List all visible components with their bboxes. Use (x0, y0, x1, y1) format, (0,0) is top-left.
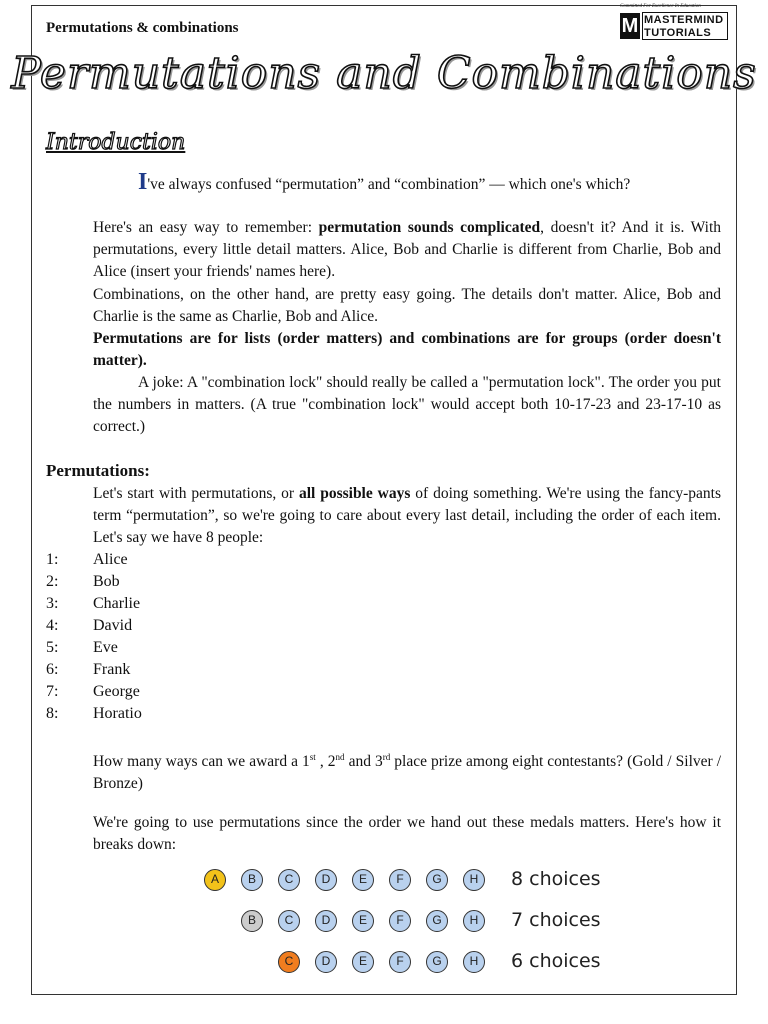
list-item-number: 4: (46, 617, 59, 634)
medal-candidate-b: B (241, 869, 263, 891)
intro-paragraph-4: Permutations are for lists (order matters) and combinations are for groups (order doesn't matter). (93, 330, 721, 369)
list-item-number: 7: (46, 683, 59, 700)
list-item-number: 3: (46, 595, 59, 612)
choices-label: 8 choices (511, 868, 601, 890)
list-item-name: Horatio (93, 705, 142, 722)
intro-heading: Introduction (46, 130, 186, 155)
list-item-number: 2: (46, 573, 59, 590)
medal-candidate-g: G (426, 951, 448, 973)
header-subject: Permutations & combinations (46, 20, 239, 36)
list-item-name: Charlie (93, 595, 141, 612)
permutations-heading: Permutations: (46, 461, 150, 480)
medal-candidate-f: F (389, 910, 411, 932)
medal-candidate-g: G (426, 869, 448, 891)
medal-candidate-c: C (278, 951, 300, 973)
perm-p1-bold: all possible ways (298, 485, 411, 502)
perm-p1-a: Let's start with permutations, or (93, 485, 299, 502)
list-item-name: Frank (93, 661, 131, 678)
medal-candidate-f: F (389, 869, 411, 891)
drop-initial: I (138, 169, 148, 195)
list-item-name: Alice (93, 551, 128, 568)
list-item-name: George (93, 683, 140, 700)
intro-p2-b: , doesn't it? And it is. With permutations, every little detail matters. Alice, Bob and Charlie is different from Charlie, Bob and Alice (insert your friends' names here). (93, 219, 722, 280)
intro-p1-text: 've always confused “permutation” and “combination” — which one's which? (147, 176, 631, 193)
medal-candidate-d: D (315, 869, 337, 891)
page-title: Permutations and Combinations (11, 48, 757, 99)
medal-candidate-e: E (352, 910, 374, 932)
list-item-number: 6: (46, 661, 59, 678)
list-item-number: 1: (46, 551, 59, 568)
medal-candidate-h: H (463, 951, 485, 973)
intro-p2-bold: permutation sounds complicated (318, 219, 541, 236)
intro-paragraph-3: Combinations, on the other hand, are pretty easy going. The details don't matter. Alice, Bob and Charlie is the same as Charlie, Bob and Alice. (93, 286, 721, 325)
list-item-number: 5: (46, 639, 59, 656)
medal-candidate-e: E (352, 869, 374, 891)
medal-candidate-g: G (426, 910, 448, 932)
intro-p2-a: Here's an easy way to remember: (93, 219, 319, 236)
q-sup-3: rd (382, 752, 391, 762)
q-d: place prize among eight contestants? (Gold / Silver / Bronze) (93, 753, 722, 793)
breakdown-paragraph: We're going to use permutations since the order we hand out these medals matters. Here's how it breaks down: (93, 814, 721, 853)
medal-candidate-c: C (278, 910, 300, 932)
medal-candidate-h: H (463, 910, 485, 932)
permutations-paragraph-1 (93, 483, 721, 549)
mastermind-logo (618, 4, 730, 42)
list-item-name: David (93, 617, 133, 634)
logo-word-mastermind: MASTERMIND (644, 14, 724, 26)
medal-candidate-d: D (315, 910, 337, 932)
list-item-number: 8: (46, 705, 59, 722)
perm-p1-b: of doing something. We're using the fancy-pants term “permutation”, so we're going to care about every last detail, including the order of each item. Let's say we have 8 people: (93, 485, 721, 546)
question-paragraph (93, 746, 721, 795)
medal-candidate-h: H (463, 869, 485, 891)
medal-candidate-a: A (204, 869, 226, 891)
medal-candidate-e: E (352, 951, 374, 973)
choices-label: 7 choices (511, 909, 601, 931)
q-sup-2: nd (335, 752, 345, 762)
medal-candidate-d: D (315, 951, 337, 973)
list-item-name: Bob (93, 573, 120, 590)
medal-candidate-c: C (278, 869, 300, 891)
q-b: , 2 (315, 753, 336, 771)
logo-word-tutorials: TUTORIALS (644, 27, 712, 39)
logo-mark: M (621, 15, 639, 37)
logo-tagline: Committed For Excellence In Education (620, 4, 701, 9)
q-a: How many ways can we award a 1 (93, 753, 310, 771)
q-c: and 3 (344, 753, 383, 771)
choices-label: 6 choices (511, 950, 601, 972)
intro-paragraph-1 (93, 171, 721, 196)
medal-candidate-f: F (389, 951, 411, 973)
intro-paragraph-2 (93, 217, 721, 283)
q-sup-1: st (309, 752, 316, 762)
list-item-name: Eve (93, 639, 118, 656)
intro-paragraph-5: A joke: A "combination lock" should really be called a "permutation lock". The order you put the numbers in matters. (A true "combination lock" would accept both 10-17-23 and 23-17-10 as correct.) (93, 374, 721, 435)
medal-candidate-b: B (241, 910, 263, 932)
